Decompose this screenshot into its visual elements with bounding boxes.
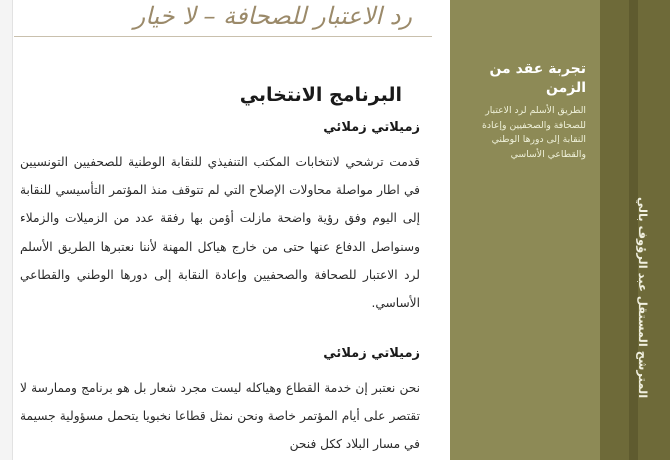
sidebar-text: الطريق الأسلم لرد الاعتبار للصحافة والصحفيين وإعادة النقابة إلى دورها الوطني والقطاعي الأساسي (482, 105, 586, 160)
sidebar-panel (450, 0, 600, 460)
header-title: رد الاعتبار للصحافة – لا خيار (133, 2, 412, 30)
sidebar-gap (440, 0, 450, 460)
paragraph-second: نحن نعتبر إن خدمة القطاع وهياكله ليست مجرد شعار بل هو برنامج وممارسة لا تقتصر على أيام المؤتمر خاصة ونحن نمثل قطاعا نخبويا يتحمل مسؤولية جسيمة في مسار البلاد ككل فنحن (20, 381, 420, 452)
header-divider (14, 36, 432, 37)
sidebar-title: تجربة عقد من الزمن (489, 61, 586, 96)
main-content (14, 70, 432, 460)
left-gutter (0, 0, 13, 460)
greeting-second: زميلاتي زملائي (323, 346, 420, 361)
paragraph-first: قدمت ترشحي لانتخابات المكتب التنفيذي للنقابة الوطنية للصحفيين التونسيين في اطار مواصلة محاولات الإصلاح التي لم تتوقف منذ المؤتمر التأسيسي للنقابة إلى اليوم وفق رؤية واضحة مازلت أؤمن بها رفقة عدد من الزميلات والزملاء وسنواصل الدفاع عنها حتى من خارج هياكل المهنة لأننا نعتبرها الطريق الأسلم لرد الاعتبار للصحافة والصحفيين وإعادة النقابة إلى دورها الوطني والقطاعي الأساسي. (20, 155, 420, 311)
greeting-first: زميلاتي زملائي (323, 120, 420, 135)
candidate-name-vertical: المترشح المستقل عبد الرؤوف بالي (636, 196, 650, 398)
program-heading: البرنامج الانتخابي (239, 84, 402, 106)
